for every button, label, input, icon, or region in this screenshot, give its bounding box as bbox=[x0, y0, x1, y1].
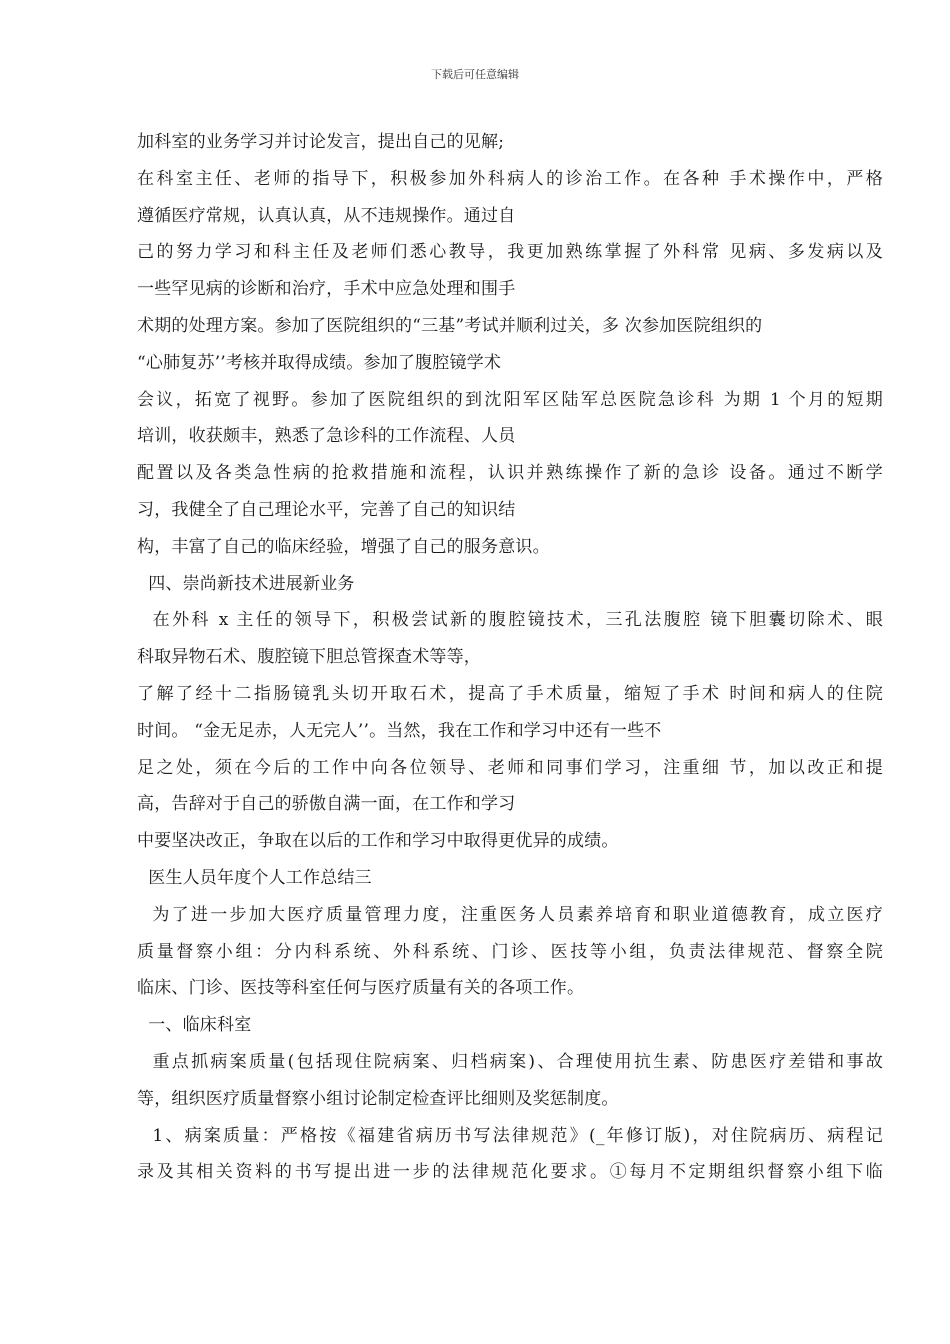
text-line: 录及其相关资料的书写提出进一步的法律规范化要求。①每月不定期组织督察小组下临 bbox=[137, 1162, 883, 1183]
text-line: 为了进一步加大医疗质量管理力度，注重医务人员素养培育和职业道德教育，成立医疗 bbox=[137, 904, 883, 925]
text-line: 临床、门诊、医技等科室任何与医疗质量有关的各项工作。 bbox=[137, 978, 585, 999]
text-line: 习，我健全了自己理论水平，完善了自己的知识结 bbox=[137, 499, 516, 520]
text-line: 时间。 “金无足赤，人无完人’’。当然，我在工作和学习中还有一些不 bbox=[137, 720, 662, 741]
text-line: 配置以及各类急性病的抢救措施和流程，认识并熟练操作了新的急诊 设备。通过不断学 bbox=[137, 463, 883, 484]
text-line: 在外科 x 主任的领导下，积极尝试新的腹腔镜技术，三孔法腹腔 镜下胆囊切除术、眼 bbox=[137, 610, 883, 631]
text-line: 培训，收获颇丰，熟悉了急诊科的工作流程、人员 bbox=[137, 426, 516, 447]
text-line: 了解了经十二指肠镜乳头切开取石术，提高了手术质量，缩短了手术 时间和病人的住院 bbox=[137, 683, 883, 704]
text-line: 术期的处理方案。参加了医院组织的“三基”考试并顺利过关，多 次参加医院组织的 bbox=[137, 315, 763, 336]
text-line: 在科室主任、老师的指导下，积极参加外科病人的诊治工作。在各种 手术操作中，严格 bbox=[137, 168, 883, 189]
section-heading: 医生人员年度个人工作总结三 bbox=[137, 867, 372, 888]
text-line: 足之处，须在今后的工作中向各位领导、老师和同事们学习，注重细 节，加以改正和提 bbox=[137, 757, 883, 778]
section-heading: 一、临床科室 bbox=[137, 1015, 252, 1036]
text-line: 会议，拓宽了视野。参加了医院组织的到沈阳军区陆军总医院急诊科 为期 1 个月的短期 bbox=[137, 389, 883, 410]
text-line: “心肺复苏’’考核并取得成绩。参加了腹腔镜学术 bbox=[137, 352, 502, 373]
text-line: 1、病案质量：严格按《福建省病历书写法律规范》(_年修订版)，对住院病历、病程记 bbox=[137, 1125, 883, 1146]
text-line: 中要坚决改正，争取在以后的工作和学习中取得更优异的成绩。 bbox=[137, 831, 619, 852]
text-line: 一些罕见病的诊断和治疗，手术中应急处理和围手 bbox=[137, 279, 516, 300]
document-body bbox=[137, 124, 883, 1191]
text-line: 等，组织医疗质量督察小组讨论制定检查评比细则及奖惩制度。 bbox=[137, 1088, 619, 1109]
section-heading: 四、崇尚新技术进展新业务 bbox=[137, 573, 355, 594]
text-line: 遵循医疗常规，认真认真，从不违规操作。通过自 bbox=[137, 205, 516, 226]
text-line: 构，丰富了自己的临床经验，增强了自己的服务意识。 bbox=[137, 536, 550, 557]
text-line: 高，告辞对于自己的骄傲自满一面，在工作和学习 bbox=[137, 794, 516, 815]
text-line: 己的努力学习和科主任及老师们悉心教导，我更加熟练掌握了外科常 见病、多发病以及 bbox=[137, 242, 883, 263]
text-line: 质量督察小组：分内科系统、外科系统、门诊、医技等小组，负责法律规范、督察全院 bbox=[137, 941, 883, 962]
text-line: 加科室的业务学习并讨论发言，提出自己的见解; bbox=[137, 132, 505, 152]
text-line: 重点抓病案质量(包括现住院病案、归档病案)、合理使用抗生素、防患医疗差错和事故 bbox=[137, 1051, 883, 1072]
page-header: 下载后可任意编辑 bbox=[431, 68, 519, 81]
text-line: 科取异物石术、腹腔镜下胆总管探查术等等， bbox=[137, 647, 481, 668]
